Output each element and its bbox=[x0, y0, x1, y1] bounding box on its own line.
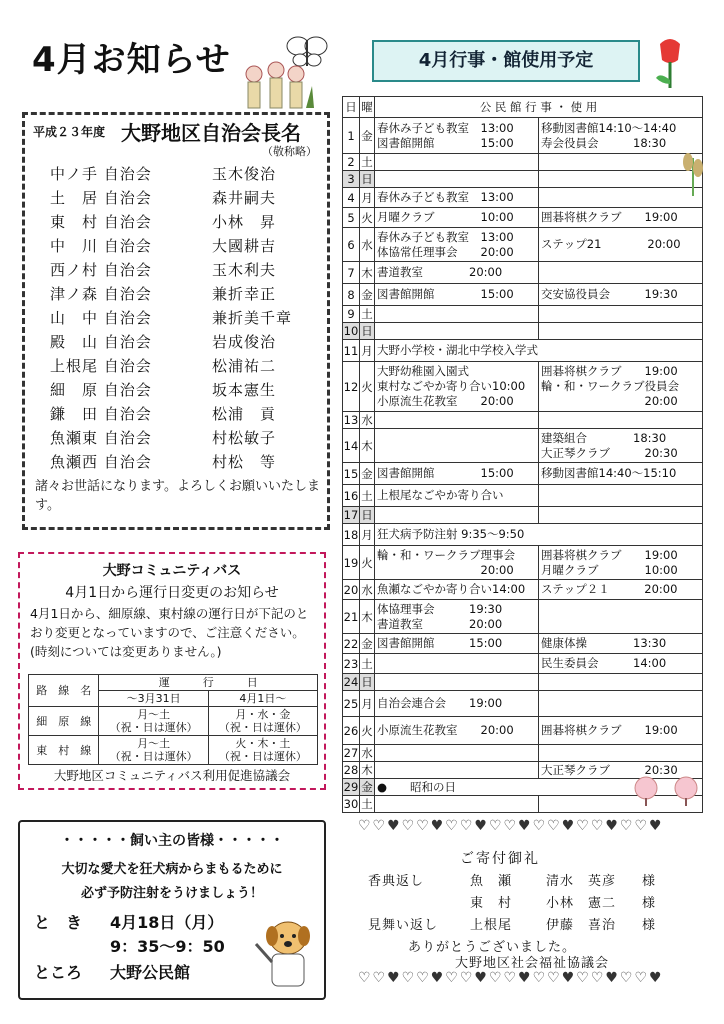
chairman-association: 上根尾 自治会 bbox=[50, 357, 152, 375]
rabies-place: 大野公民館 bbox=[110, 963, 191, 982]
schedule-day: 6 bbox=[343, 228, 360, 262]
schedule-day: 21 bbox=[343, 600, 360, 634]
donation-place: 上根尾 bbox=[470, 918, 513, 933]
schedule-event-secondary bbox=[539, 284, 703, 306]
donation-honor: 様 bbox=[642, 918, 657, 933]
event-text: 輪・和・ワークラブ理事会 20:00 bbox=[377, 547, 515, 577]
rabies-date: 4月18日（月） bbox=[110, 913, 224, 932]
table-row bbox=[343, 306, 703, 323]
schedule-day: 30 bbox=[343, 797, 359, 811]
table-row bbox=[343, 600, 703, 634]
donation-org: 大野地区社会福祉協議会 bbox=[455, 956, 610, 971]
schedule-header: 4月行事・館使用予定 bbox=[372, 40, 640, 82]
rabies-time: 9：35～9：50 bbox=[110, 937, 225, 956]
event-text: 囲碁将棋クラブ 19:00 bbox=[541, 723, 678, 737]
chairman-association: 山 中 自治会 bbox=[50, 309, 152, 327]
schedule-day: 24 bbox=[343, 675, 359, 689]
doll-figures-icon bbox=[236, 60, 316, 110]
chairman-name: 村松敏子 bbox=[212, 429, 277, 447]
chairman-name: 森井嗣夫 bbox=[212, 189, 277, 207]
event-text: 図書館開館 15:00 bbox=[377, 287, 514, 301]
bus-new-days: 火・木・土 （祝・日は運休） bbox=[208, 736, 317, 765]
schedule-event-secondary bbox=[539, 208, 703, 228]
schedule-event-primary bbox=[375, 154, 539, 171]
schedule-day: 23 bbox=[343, 654, 360, 674]
schedule-weekday: 金 bbox=[360, 634, 375, 654]
schedule-event-primary bbox=[375, 674, 539, 691]
bus-col-old: ～3月31日 bbox=[99, 691, 208, 707]
chairman-association: 魚瀬西 自治会 bbox=[50, 453, 152, 471]
chairman-association: 土 居 自治会 bbox=[50, 189, 152, 207]
schedule-weekday: 月 bbox=[360, 340, 375, 362]
schedule-event-primary bbox=[375, 284, 539, 306]
chairman-association: 中ノ手 自治会 bbox=[50, 165, 152, 183]
chairman-name: 松浦祐二 bbox=[212, 357, 277, 375]
rabies-where-label: ところ bbox=[34, 963, 83, 982]
chairman-name: 村松 等 bbox=[212, 453, 277, 471]
bus-title: 大野コミュニティバス bbox=[102, 563, 242, 579]
schedule-event-secondary bbox=[539, 306, 703, 323]
schedule-event-primary bbox=[375, 188, 539, 208]
event-text: 図書館開館 15:00 bbox=[377, 636, 503, 650]
bus-col-route: 路 線 名 bbox=[29, 675, 99, 707]
donation-kind: 見舞い返し bbox=[368, 918, 439, 933]
event-text: 移動図書館14:40～15:10 bbox=[541, 466, 677, 480]
chairman-association: 殿 山 自治会 bbox=[50, 333, 152, 351]
schedule-weekday: 水 bbox=[360, 580, 375, 600]
donation-thanks: ありがとうございました。 bbox=[408, 940, 577, 955]
schedule-event-primary bbox=[375, 412, 539, 429]
schedule-event-primary bbox=[375, 524, 703, 546]
donation-place: 魚 瀬 bbox=[470, 874, 513, 889]
schedule-day: 2 bbox=[343, 154, 360, 171]
table-row bbox=[343, 323, 703, 340]
schedule-day: 5 bbox=[343, 208, 360, 228]
schedule-day: 15 bbox=[343, 463, 360, 485]
schedule-weekday: 月 bbox=[360, 188, 375, 208]
schedule-event-secondary bbox=[539, 691, 703, 717]
event-text: 魚瀬なごやか寄り合い14:00 bbox=[377, 582, 526, 596]
cherry-trees-icon bbox=[630, 776, 706, 806]
event-text: 建築組合 18:30 大正琴クラブ 20:30 bbox=[541, 430, 678, 460]
schedule-event-secondary bbox=[539, 262, 703, 284]
schedule-event-primary bbox=[375, 762, 539, 779]
schedule-day: 19 bbox=[343, 546, 360, 580]
schedule-event-secondary bbox=[539, 634, 703, 654]
hearts-divider-bottom: ♡♡♥♡♡♥♡♡♥♡♡♥♡♡♥♡♡♥♡♡♥ bbox=[358, 970, 664, 986]
rabies-line2: 必ず予防注射をうけましょう！ bbox=[80, 886, 263, 901]
col-events-header: 公 民 館 行 事 ・ 使 用 bbox=[375, 97, 703, 118]
chairman-name: 大國耕吉 bbox=[212, 237, 277, 255]
schedule-weekday: 日 bbox=[361, 508, 373, 522]
schedule-event-primary bbox=[375, 717, 539, 745]
event-text: 移動図書館14:10～14:40 寿会役員会 18:30 bbox=[541, 120, 677, 150]
chairman-name: 玉木利夫 bbox=[212, 261, 277, 279]
schedule-header-row bbox=[343, 97, 703, 118]
chairman-name: 坂本憲生 bbox=[212, 381, 277, 399]
schedule-event-secondary bbox=[539, 507, 703, 524]
schedule-day: 25 bbox=[343, 691, 360, 717]
schedule-weekday: 金 bbox=[360, 463, 375, 485]
schedule-day: 7 bbox=[343, 262, 360, 284]
schedule-table bbox=[342, 96, 703, 813]
chairman-name: 兼折美千章 bbox=[212, 309, 293, 327]
tulip-icon bbox=[650, 36, 690, 92]
schedule-event-primary bbox=[375, 654, 539, 674]
schedule-event-primary bbox=[375, 429, 539, 463]
table-row bbox=[343, 745, 703, 762]
donation-honor: 様 bbox=[642, 896, 657, 911]
schedule-event-secondary bbox=[539, 362, 703, 412]
chairman-name: 玉木俊治 bbox=[212, 165, 277, 183]
schedule-event-primary bbox=[375, 323, 539, 340]
rabies-line1: 大切な愛犬を狂犬病からまもるために bbox=[61, 862, 283, 877]
schedule-event-secondary bbox=[539, 600, 703, 634]
schedule-event-primary bbox=[375, 228, 539, 262]
schedule-weekday: 土 bbox=[360, 654, 375, 674]
schedule-weekday: 火 bbox=[360, 362, 375, 412]
schedule-weekday: 日 bbox=[361, 172, 373, 186]
schedule-event-primary bbox=[375, 306, 539, 323]
bus-subtitle: 4月1日から運行日変更のお知らせ bbox=[65, 585, 279, 601]
schedule-event-secondary bbox=[539, 429, 703, 463]
schedule-day: 10 bbox=[343, 324, 359, 338]
bus-footer: 大野地区コミュニティバス利用促進協議会 bbox=[53, 768, 291, 783]
event-text: 囲碁将棋クラブ 19:00 bbox=[541, 210, 678, 224]
table-row bbox=[343, 524, 703, 546]
chairman-name: 兼折幸正 bbox=[212, 285, 277, 303]
table-row bbox=[343, 429, 703, 463]
event-text: 囲碁将棋クラブ 19:00 輪・和・ワークラブ役員会 20:00 bbox=[541, 364, 679, 408]
dog-doctor-icon bbox=[252, 914, 318, 994]
schedule-day: 29 bbox=[343, 780, 359, 794]
table-row bbox=[343, 507, 703, 524]
table-row bbox=[343, 674, 703, 691]
chairman-name: 松浦 貢 bbox=[212, 405, 277, 423]
schedule-day: 17 bbox=[343, 508, 359, 522]
table-row bbox=[343, 188, 703, 208]
schedule-weekday: 日 bbox=[361, 324, 373, 338]
bus-schedule-table bbox=[28, 674, 318, 765]
event-text: ● 昭和の日 bbox=[377, 779, 457, 794]
schedule-event-secondary bbox=[539, 745, 703, 762]
bus-old-days: 月～土 （祝・日は運休） bbox=[99, 736, 208, 765]
schedule-weekday: 土 bbox=[360, 485, 375, 507]
donation-kind: 香典返し bbox=[368, 874, 425, 889]
event-text: 囲碁将棋クラブ 19:00 月曜クラブ 10:00 bbox=[541, 547, 678, 577]
schedule-day: 12 bbox=[343, 362, 360, 412]
schedule-day: 28 bbox=[343, 763, 359, 777]
donation-place: 東 村 bbox=[470, 896, 513, 911]
schedule-weekday: 土 bbox=[361, 797, 373, 811]
schedule-day: 14 bbox=[343, 429, 360, 463]
donation-person: 清水 英彦 bbox=[546, 874, 617, 889]
table-row bbox=[343, 228, 703, 262]
schedule-event-secondary bbox=[539, 228, 703, 262]
table-row bbox=[343, 717, 703, 745]
table-row bbox=[343, 208, 703, 228]
schedule-event-primary bbox=[375, 796, 539, 813]
schedule-weekday: 火 bbox=[360, 546, 375, 580]
bus-new-days: 月・水・金 （祝・日は運休） bbox=[208, 707, 317, 736]
bus-col-new: 4月1日～ bbox=[208, 691, 317, 707]
hearts-divider-top: ♡♡♥♡♡♥♡♡♥♡♡♥♡♡♥♡♡♥♡♡♥ bbox=[358, 818, 664, 834]
schedule-event-primary bbox=[375, 580, 539, 600]
chairmen-note: （敬称略） bbox=[262, 145, 317, 158]
schedule-day: 11 bbox=[343, 340, 360, 362]
col-day-header: 日 bbox=[343, 97, 360, 118]
schedule-weekday: 土 bbox=[361, 155, 373, 169]
event-text: 交安協役員会 19:30 bbox=[541, 287, 678, 301]
col-weekday-header: 曜 bbox=[360, 97, 375, 118]
event-text: 狂犬病予防注射 9:35～9:50 bbox=[377, 527, 525, 541]
event-text: 大正琴クラブ 20:30 bbox=[541, 762, 678, 777]
schedule-event-secondary bbox=[539, 717, 703, 745]
event-text: 民生委員会 14:00 bbox=[541, 656, 667, 670]
table-row bbox=[343, 546, 703, 580]
event-text: 体協理事会 19:30 書道教室 20:00 bbox=[377, 601, 503, 631]
table-row bbox=[343, 580, 703, 600]
donation-title: ご寄付御礼 bbox=[460, 851, 540, 867]
table-row bbox=[343, 463, 703, 485]
schedule-day: 20 bbox=[343, 580, 360, 600]
schedule-event-primary bbox=[375, 463, 539, 485]
schedule-weekday: 水 bbox=[361, 746, 373, 760]
event-text: ステップ21 20:00 bbox=[541, 237, 681, 251]
chairman-association: 西ノ村 自治会 bbox=[50, 261, 152, 279]
schedule-event-primary bbox=[375, 507, 539, 524]
table-row bbox=[343, 340, 703, 362]
schedule-day: 3 bbox=[343, 171, 360, 188]
event-text: 春休み子ども教室 13:00 図書館開館 15:00 bbox=[377, 120, 514, 150]
rabies-notice-box bbox=[18, 820, 326, 1000]
schedule-weekday: 水 bbox=[360, 228, 375, 262]
chairman-association: 東 村 自治会 bbox=[50, 213, 152, 231]
schedule-day: 26 bbox=[343, 717, 360, 745]
bus-body: 4月1日から、細原線、東村線の運行日が下記のとおり変更となっていますので、ご注意ください。(時刻については変更ありません。) bbox=[30, 606, 309, 659]
event-text: ステップ２１ 20:00 bbox=[541, 582, 678, 596]
schedule-weekday: 木 bbox=[360, 262, 375, 284]
event-text: 春休み子ども教室 13:00 体協常任理事会 20:00 bbox=[377, 229, 514, 259]
schedule-event-secondary bbox=[539, 485, 703, 507]
schedule-event-primary bbox=[375, 340, 703, 362]
page-title: 4月お知らせ bbox=[32, 40, 231, 80]
schedule-event-primary bbox=[375, 118, 539, 154]
chairmen-list-box bbox=[22, 112, 330, 530]
schedule-event-primary bbox=[375, 362, 539, 412]
chairman-association: 津ノ森 自治会 bbox=[50, 285, 152, 303]
event-text: 春休み子ども教室 13:00 bbox=[377, 190, 514, 204]
event-text: 上根尾なごやか寄り合い bbox=[377, 488, 504, 502]
schedule-day: 16 bbox=[343, 485, 360, 507]
chairmen-heading: 大野地区自治会長名 bbox=[121, 121, 301, 145]
chairman-association: 中 川 自治会 bbox=[50, 237, 152, 255]
schedule-weekday: 火 bbox=[360, 208, 375, 228]
table-row bbox=[343, 485, 703, 507]
table-row bbox=[343, 171, 703, 188]
schedule-day: 22 bbox=[343, 634, 360, 654]
donation-person: 小林 憲二 bbox=[546, 896, 617, 911]
schedule-day: 27 bbox=[343, 746, 359, 760]
schedule-weekday: 月 bbox=[360, 524, 375, 546]
schedule-event-primary bbox=[375, 485, 539, 507]
event-text: 図書館開館 15:00 bbox=[377, 466, 514, 480]
table-row bbox=[29, 736, 318, 765]
schedule-weekday: 土 bbox=[361, 307, 373, 321]
event-text: 小原流生花教室 20:00 bbox=[377, 723, 514, 737]
schedule-day: 9 bbox=[343, 306, 360, 323]
schedule-weekday: 木 bbox=[360, 429, 375, 463]
schedule-weekday: 金 bbox=[360, 284, 375, 306]
schedule-event-secondary bbox=[539, 323, 703, 340]
schedule-weekday: 日 bbox=[361, 675, 373, 689]
event-text: 大野幼稚園入園式 東村なごやか寄り合い10:00 小原流生花教室 20:00 bbox=[377, 364, 526, 408]
rabies-title: ・・・・・飼い主の皆様・・・・・ bbox=[60, 833, 284, 849]
bus-old-days: 月～土 （祝・日は運休） bbox=[99, 707, 208, 736]
event-text: 自治会連合会 19:00 bbox=[377, 696, 503, 710]
table-row bbox=[343, 654, 703, 674]
table-row bbox=[343, 691, 703, 717]
chairmen-year: 平成２３年度 bbox=[33, 125, 106, 139]
table-row bbox=[343, 412, 703, 429]
schedule-event-secondary bbox=[539, 546, 703, 580]
chairman-name: 岩成俊治 bbox=[212, 333, 277, 351]
schedule-event-primary bbox=[375, 634, 539, 654]
schedule-weekday: 金 bbox=[360, 118, 375, 154]
schedule-event-primary bbox=[375, 745, 539, 762]
schedule-day: 13 bbox=[343, 413, 359, 427]
schedule-event-primary bbox=[375, 691, 539, 717]
table-row bbox=[343, 634, 703, 654]
table-row bbox=[343, 362, 703, 412]
bus-notice-box bbox=[18, 552, 326, 790]
table-row bbox=[29, 707, 318, 736]
schedule-weekday: 木 bbox=[360, 600, 375, 634]
donation-person: 伊藤 喜治 bbox=[546, 918, 617, 933]
plant-icon bbox=[678, 148, 708, 198]
schedule-day: 18 bbox=[343, 524, 360, 546]
event-text: 大野小学校・湖北中学校入学式 bbox=[377, 343, 538, 357]
table-row bbox=[343, 284, 703, 306]
table-row bbox=[343, 262, 703, 284]
schedule-day: 8 bbox=[343, 284, 360, 306]
schedule-day: 1 bbox=[343, 118, 360, 154]
schedule-weekday: 木 bbox=[361, 763, 373, 777]
schedule-event-primary bbox=[375, 171, 539, 188]
bus-route-name: 東 村 線 bbox=[29, 736, 99, 765]
event-text: 書道教室 20:00 bbox=[377, 265, 503, 279]
schedule-weekday: 水 bbox=[361, 413, 373, 427]
schedule-event-secondary bbox=[539, 654, 703, 674]
schedule-weekday: 火 bbox=[360, 717, 375, 745]
chairman-association: 魚瀬東 自治会 bbox=[50, 429, 152, 447]
schedule-event-secondary bbox=[539, 412, 703, 429]
chairman-association: 細 原 自治会 bbox=[50, 381, 152, 399]
schedule-event-secondary bbox=[539, 580, 703, 600]
schedule-event-primary bbox=[375, 208, 539, 228]
schedule-event-secondary bbox=[539, 463, 703, 485]
donation-honor: 様 bbox=[642, 874, 657, 889]
event-text: 月曜クラブ 10:00 bbox=[377, 210, 514, 224]
chairmen-thanks: 諸々お世話になります。よろしくお願いいたします。 bbox=[35, 479, 320, 513]
table-row bbox=[343, 154, 703, 171]
bus-col-days: 運 行 日 bbox=[99, 675, 318, 691]
schedule-event-primary bbox=[375, 262, 539, 284]
chairman-association: 鎌 田 自治会 bbox=[50, 405, 152, 423]
schedule-day: 4 bbox=[343, 188, 360, 208]
schedule-event-secondary bbox=[539, 674, 703, 691]
schedule-weekday: 月 bbox=[360, 691, 375, 717]
schedule-event-primary bbox=[375, 600, 539, 634]
schedule-weekday: 金 bbox=[361, 780, 373, 794]
event-text: 健康体操 13:30 bbox=[541, 636, 667, 650]
schedule-event-primary bbox=[375, 546, 539, 580]
chairman-name: 小林 昇 bbox=[212, 213, 277, 231]
table-row bbox=[343, 118, 703, 154]
bus-route-name: 細 原 線 bbox=[29, 707, 99, 736]
rabies-when-label: と き bbox=[34, 913, 83, 932]
